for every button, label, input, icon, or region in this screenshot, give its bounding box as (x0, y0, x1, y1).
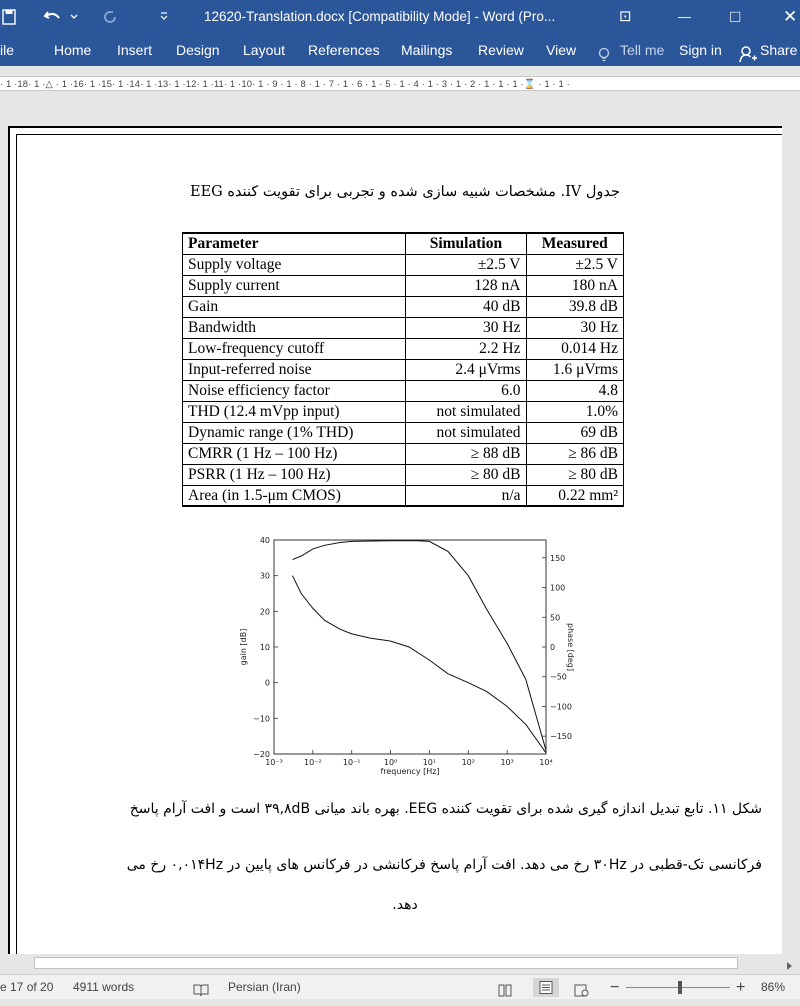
tab-insert[interactable]: Insert (117, 42, 153, 58)
y2-tick-label: 50 (550, 613, 561, 623)
cell-simulation: 128 nA (406, 275, 526, 296)
bode-plot-chart (234, 528, 574, 778)
tell-me-search[interactable]: Tell me (620, 42, 665, 58)
table-row (183, 359, 624, 380)
table-header-row (183, 233, 624, 254)
cell-measured: 69 dB (526, 422, 624, 443)
document-title: 12620-Translation.docx [Compatibility Mode] - Word (Pro... (204, 9, 556, 24)
cell-measured: 1.6 μVrms (526, 359, 624, 380)
cell-simulation: ±2.5 V (406, 254, 526, 275)
y-tick-label: 30 (259, 571, 270, 581)
table-row (183, 275, 624, 296)
tab-file[interactable]: ile (0, 42, 15, 58)
y2-tick-label: 150 (550, 553, 566, 563)
y2-tick-label: 0 (550, 643, 556, 652)
figure-caption-line-3: دهد. (392, 897, 418, 913)
web-layout-icon[interactable] (574, 981, 589, 995)
zoom-slider-thumb[interactable] (678, 981, 682, 994)
y-tick-label: 10 (259, 643, 270, 652)
word-count-status[interactable]: 4911 words (73, 980, 135, 994)
lightbulb-icon (598, 42, 610, 58)
maximize-button[interactable]: □ (730, 7, 741, 26)
y2-tick-label: −50 (550, 672, 567, 682)
table-caption: جدول IV. مشخصات شبیه سازی شده و تجربی برای تقویت کننده EEG (190, 184, 620, 200)
x-tick-label: 10⁴ (539, 758, 553, 767)
cell-measured: ≥ 80 dB (526, 464, 624, 485)
horizontal-ruler[interactable] (0, 76, 800, 91)
undo-dropdown-icon[interactable] (70, 12, 78, 22)
figure-caption-line-2: فرکانسی تک-قطبی در ۳۰Hz رخ می دهد. افت آرام پاسخ فرکانشی در فرکانس های پایین در ۰,۰۱۴Hz رخ می (126, 857, 762, 873)
minimize-button[interactable]: — (678, 9, 691, 24)
x-tick-label: 10⁻² (304, 758, 322, 767)
cell-simulation: 2.4 μVrms (406, 359, 526, 380)
document-page[interactable] (8, 126, 798, 966)
header-simulation: Simulation (406, 233, 526, 254)
y-axis-label: gain [dB] (239, 628, 248, 666)
language-status[interactable]: Persian (Iran) (228, 980, 301, 994)
cell-simulation: 2.2 Hz (406, 338, 526, 359)
ribbon-tab-bar (0, 34, 800, 66)
save-icon[interactable] (2, 9, 16, 25)
cell-measured: 180 nA (526, 275, 624, 296)
proofing-icon[interactable] (193, 981, 209, 995)
x-tick-label: 10¹ (422, 758, 437, 767)
table-row (183, 380, 624, 401)
cell-parameter: Area (in 1.5-μm CMOS) (183, 485, 406, 506)
y2-tick-label: 100 (550, 583, 566, 593)
zoom-in-button[interactable]: + (736, 979, 746, 996)
tab-layout[interactable]: Layout (243, 42, 286, 58)
cell-measured: 1.0% (526, 401, 624, 422)
tab-references[interactable]: References (308, 42, 380, 58)
customize-quick-access-icon[interactable] (160, 12, 168, 22)
y-tick-label: 20 (259, 607, 270, 617)
table-row (183, 443, 624, 464)
y2-tick-label: −150 (550, 732, 572, 742)
redo-icon[interactable] (102, 9, 118, 25)
header-measured: Measured (526, 233, 624, 254)
table-row (183, 338, 624, 359)
status-bar (0, 974, 800, 999)
figure-caption-line-1: شکل ۱۱. تابع تبدیل اندازه گیری شده برای تقویت کننده EEG. بهره باند میانی ۳۹,۸dB است و افت آرام پاسخ (129, 801, 762, 817)
share-button[interactable]: Share (760, 42, 798, 58)
undo-icon[interactable] (44, 9, 62, 25)
cell-simulation: 6.0 (406, 380, 526, 401)
x-tick-label: 10² (461, 758, 475, 767)
cell-simulation: not simulated (406, 401, 526, 422)
cell-parameter: Low-frequency cutoff (183, 338, 406, 359)
table-row (183, 401, 624, 422)
cell-parameter: Gain (183, 296, 406, 317)
horizontal-scrollbar[interactable] (0, 954, 800, 974)
share-person-icon[interactable] (739, 42, 757, 58)
cell-simulation: 40 dB (406, 296, 526, 317)
cell-parameter: THD (12.4 mVpp input) (183, 401, 406, 422)
cell-simulation: not simulated (406, 422, 526, 443)
table-row (183, 254, 624, 275)
cell-measured: 39.8 dB (526, 296, 624, 317)
tab-design[interactable]: Design (176, 42, 220, 58)
cell-parameter: Input-referred noise (183, 359, 406, 380)
cell-measured: ≥ 86 dB (526, 443, 624, 464)
table-row (183, 464, 624, 485)
table-row (183, 296, 624, 317)
cell-measured: 30 Hz (526, 317, 624, 338)
x-tick-label: 10³ (500, 758, 514, 767)
cell-simulation: ≥ 88 dB (406, 443, 526, 464)
document-canvas[interactable] (0, 106, 782, 954)
x-tick-label: 10⁻¹ (342, 758, 361, 767)
title-bar (0, 0, 800, 34)
zoom-out-button[interactable]: − (610, 979, 620, 996)
table-row (183, 485, 624, 506)
tab-view[interactable]: View (546, 42, 577, 58)
tab-home[interactable]: Home (54, 42, 92, 58)
sign-in-link[interactable]: Sign in (679, 42, 722, 58)
y-tick-label: 0 (264, 678, 270, 688)
page-count-status[interactable]: e 17 of 20 (0, 980, 54, 994)
cell-parameter: PSRR (1 Hz – 100 Hz) (183, 464, 406, 485)
y-tick-label: 40 (259, 536, 270, 545)
cell-parameter: Noise efficiency factor (183, 380, 406, 401)
cell-measured: 0.014 Hz (526, 338, 624, 359)
table-row (183, 422, 624, 443)
tab-review[interactable]: Review (478, 42, 524, 58)
cell-measured: ±2.5 V (526, 254, 624, 275)
x-tick-label: 10⁰ (383, 758, 398, 767)
x-tick-label: 10⁻³ (265, 758, 283, 767)
cell-simulation: ≥ 80 dB (406, 464, 526, 485)
zoom-level[interactable]: 86% (761, 980, 786, 994)
print-layout-icon[interactable] (533, 978, 559, 997)
y2-axis-label: phase [deg] (566, 622, 575, 672)
cell-simulation: 30 Hz (406, 317, 526, 338)
y2-tick-label: −100 (550, 702, 572, 712)
cell-parameter: Supply voltage (183, 254, 406, 275)
vertical-scrollbar[interactable] (782, 106, 800, 954)
ribbon-display-options-icon[interactable]: ⊡ (619, 8, 632, 25)
table-row (183, 317, 624, 338)
y-tick-label: −10 (253, 714, 270, 724)
read-mode-icon[interactable] (498, 981, 512, 995)
cell-parameter: CMRR (1 Hz – 100 Hz) (183, 443, 406, 464)
tab-mailings[interactable]: Mailings (401, 42, 453, 58)
cell-parameter: Bandwidth (183, 317, 406, 338)
cell-simulation: n/a (406, 485, 526, 506)
header-parameter: Parameter (183, 233, 406, 254)
x-axis-label: frequency [Hz] (380, 767, 440, 776)
cell-parameter: Dynamic range (1% THD) (183, 422, 406, 443)
ruler-scale: · 1 ·18· 1 ·△ · 1 ·16· 1 ·15· 1 ·14· 1 ·13· 1 ·12· 1 ·11· 1 ·10· 1 · 9 · 1 · 8 · 1 · 7 · 1 · 6 · 1 · 5 · 1 · 4 · 1 · 3 · 1 · 2 · 1 · 1 · 1 ·⌛ · 1 · 1 · (0, 79, 570, 90)
close-button[interactable]: ✕ (783, 7, 798, 26)
cell-measured: 4.8 (526, 380, 624, 401)
cell-measured: 0.22 mm² (526, 485, 624, 506)
specification-table (182, 232, 624, 507)
transfer-function-figure (234, 528, 574, 778)
cell-parameter: Supply current (183, 275, 406, 296)
y-tick-label: −20 (253, 750, 270, 759)
horizontal-scroll-thumb[interactable] (34, 957, 738, 969)
